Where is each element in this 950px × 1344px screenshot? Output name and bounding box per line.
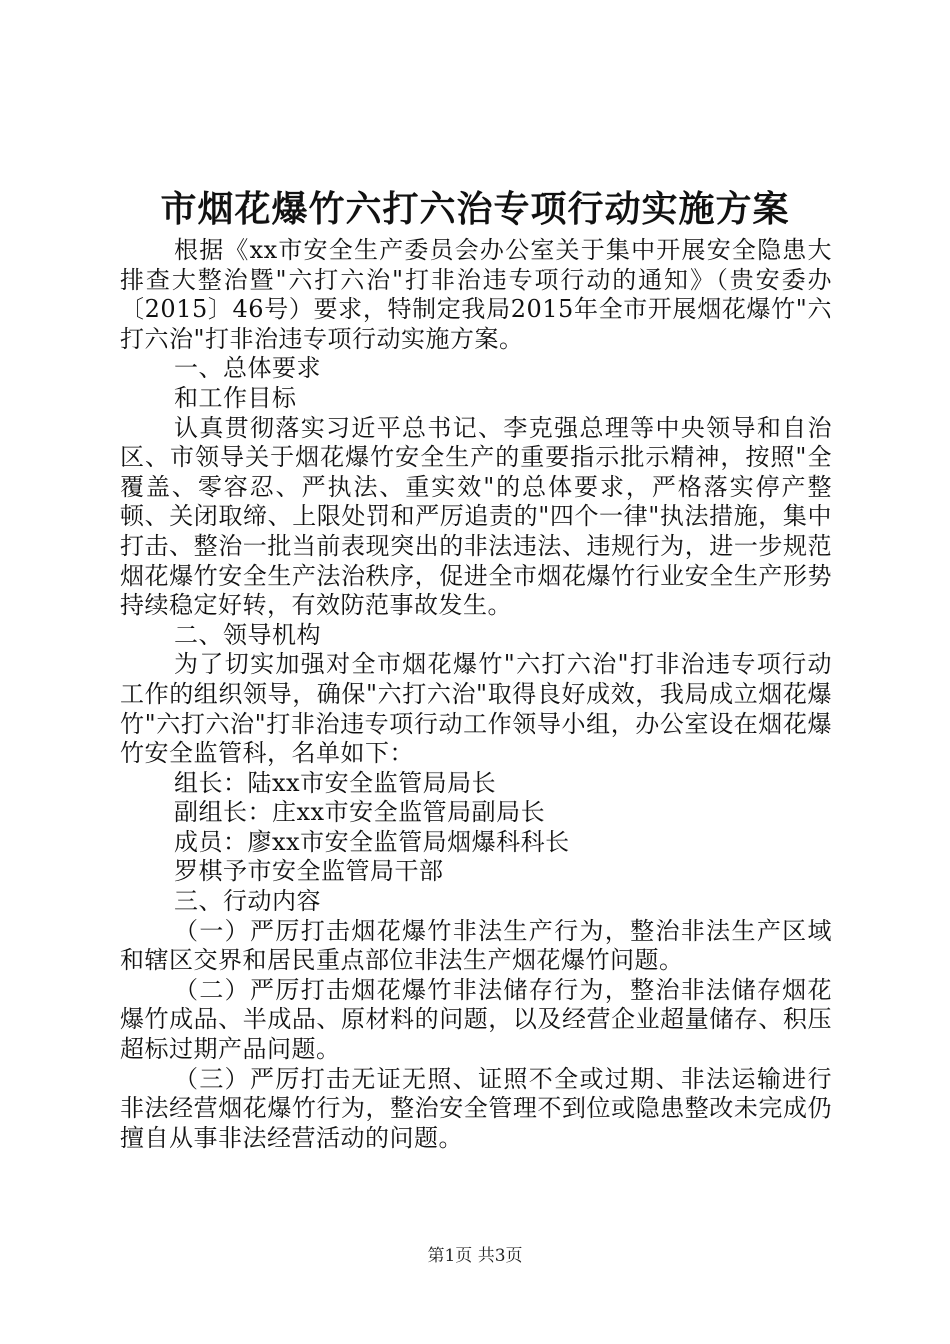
member-staff-2: 罗棋予市安全监管局干部 bbox=[174, 857, 444, 886]
page-number: 第1页 共3页 bbox=[427, 1246, 523, 1266]
requirements-paragraph: 认真贯彻落实习近平总书记、李克强总理等中央领导和自治区、市领导关于烟花爆竹安全生产的重要指示批示精神，按照"全覆盖、零容忍、严执法、重实效"的总体要求，严格落实停产整顿、关闭取缔、上限处罚和严厉追责的"四个一律"执法措施，集中打击、整治一批当前表现突出的非法违法、违规行为，进一步规范烟花爆竹安全生产法治秩序，促进全市烟花爆竹行业安全生产形势持续稳定好转，有效防范事故发生。 bbox=[120, 413, 832, 620]
section-heading-1-cont: 和工作目标 bbox=[174, 383, 297, 412]
document-title: 市烟花爆竹六打六治专项行动实施方案 bbox=[160, 188, 790, 230]
member-deputy: 副组长：庄xx市安全监管局副局长 bbox=[174, 798, 546, 827]
member-staff: 成员：廖xx市安全监管局烟爆科科长 bbox=[174, 827, 570, 856]
action-item-1: （一）严厉打击烟花爆竹非法生产行为，整治非法生产区域和辖区交界和居民重点部位非法生产烟花爆竹问题。 bbox=[120, 916, 832, 975]
action-item-2: （二）严厉打击烟花爆竹非法储存行为，整治非法储存烟花爆竹成品、半成品、原材料的问题，以及经营企业超量储存、积压超标过期产品问题。 bbox=[120, 975, 832, 1064]
section-heading-1: 一、总体要求 bbox=[174, 354, 321, 383]
action-item-3: （三）严厉打击无证无照、证照不全或过期、非法运输进行非法经营烟花爆竹行为，整治安全管理不到位或隐患整改未完成仍擅自从事非法经营活动的问题。 bbox=[120, 1064, 832, 1152]
intro-paragraph: 根据《xx市安全生产委员会办公室关于集中开展安全隐患大排查大整治暨"六打六治"打非治违专项行动的通知》（贵安委办〔2015〕46号）要求，特制定我局2015年全市开展烟花爆竹"六打六治"打非治违专项行动实施方案。 bbox=[120, 236, 832, 353]
section-heading-2: 二、领导机构 bbox=[174, 620, 321, 649]
section-heading-3: 三、行动内容 bbox=[174, 887, 321, 916]
document-body bbox=[120, 236, 832, 1153]
member-leader: 组长：陆xx市安全监管局局长 bbox=[174, 768, 497, 797]
leadership-paragraph: 为了切实加强对全市烟花爆竹"六打六治"打非治违专项行动工作的组织领导，确保"六打六治"取得良好成效，我局成立烟花爆竹"六打六治"打非治违专项行动工作领导小组，办公室设在烟花爆竹安全监管科，名单如下： bbox=[120, 650, 832, 768]
